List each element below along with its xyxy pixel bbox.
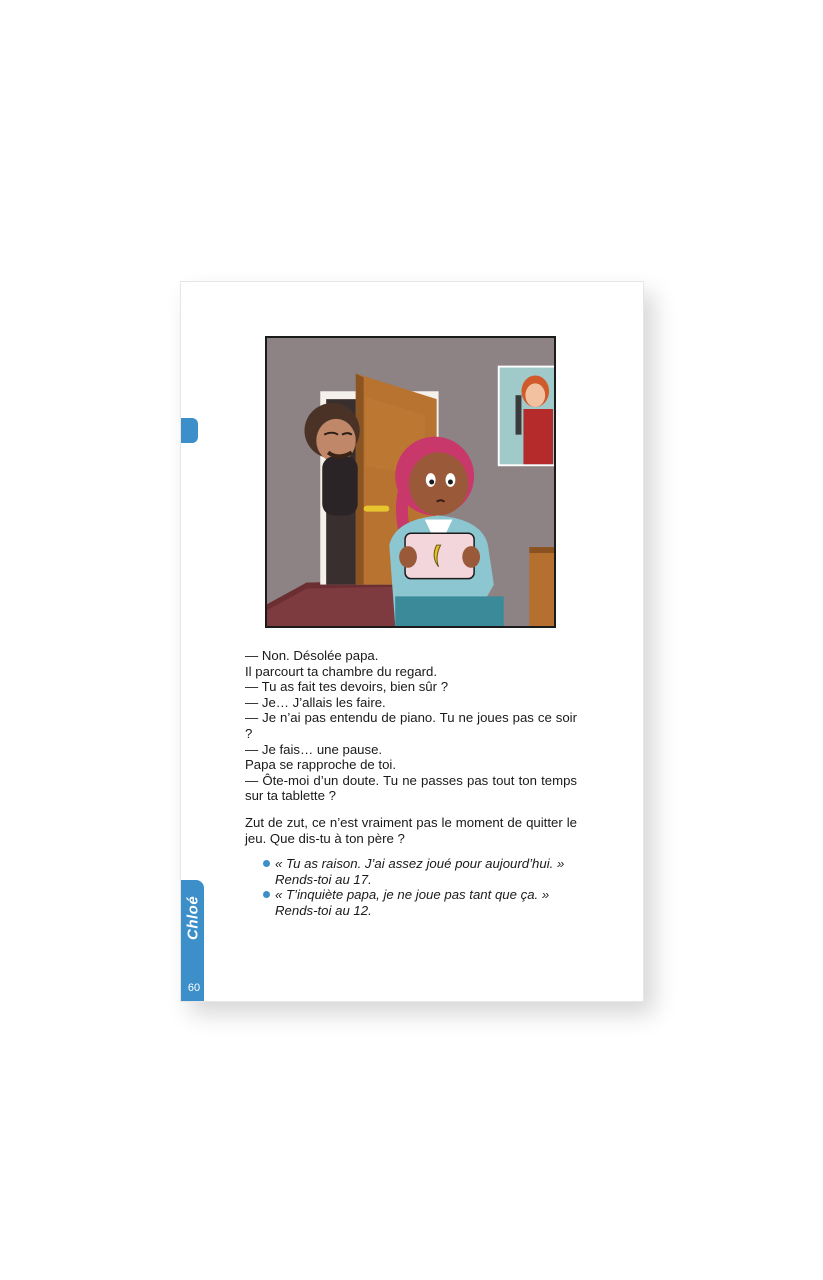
book-page xyxy=(180,281,644,1002)
choice-goto: Rends-toi au 12. xyxy=(275,902,372,918)
choice-text: « T’inquiète papa, je ne joue pas tant que ça. » xyxy=(275,887,550,903)
dialogue-block xyxy=(245,648,577,804)
page-number: 60 xyxy=(187,982,201,994)
dialogue-line: — Je n’ai pas entendu de piano. Tu ne joues pas ce soir ? xyxy=(245,710,577,741)
dialogue-line: Papa se rapproche de toi. xyxy=(245,757,397,773)
dialogue-line: — Non. Désolée papa. xyxy=(245,648,379,663)
side-chapter-label: Chloé xyxy=(184,895,202,941)
bullet-icon xyxy=(263,891,270,898)
question-paragraph: Zut de zut, ce n’est vraiment pas le moment de quitter le jeu. Que dis-tu à ton père ? xyxy=(245,814,577,846)
comic-illustration xyxy=(265,336,556,628)
dialogue-line: — Je… J’allais les faire. xyxy=(245,694,386,710)
page-text xyxy=(245,648,577,919)
dialogue-line: — Ôte-moi d’un doute. Tu ne passes pas tout ton temps sur ta tablette ? xyxy=(245,772,577,804)
choice-item[interactable] xyxy=(263,856,577,887)
choice-list xyxy=(245,856,577,918)
chapter-side-strip xyxy=(181,880,204,1001)
choice-item[interactable] xyxy=(263,887,577,918)
dialogue-line: Il parcourt ta chambre du regard. xyxy=(245,663,438,679)
choice-text: « Tu as raison. J’ai assez joué pour aujourd’hui. » xyxy=(275,856,565,872)
bullet-icon xyxy=(263,860,270,867)
chapter-tab-marker xyxy=(181,418,198,443)
illustration-scene xyxy=(267,338,554,626)
dialogue-line: — Tu as fait tes devoirs, bien sûr ? xyxy=(245,679,449,695)
dialogue-line: — Je fais… une pause. xyxy=(245,741,383,757)
choice-goto: Rends-toi au 17. xyxy=(275,871,372,887)
